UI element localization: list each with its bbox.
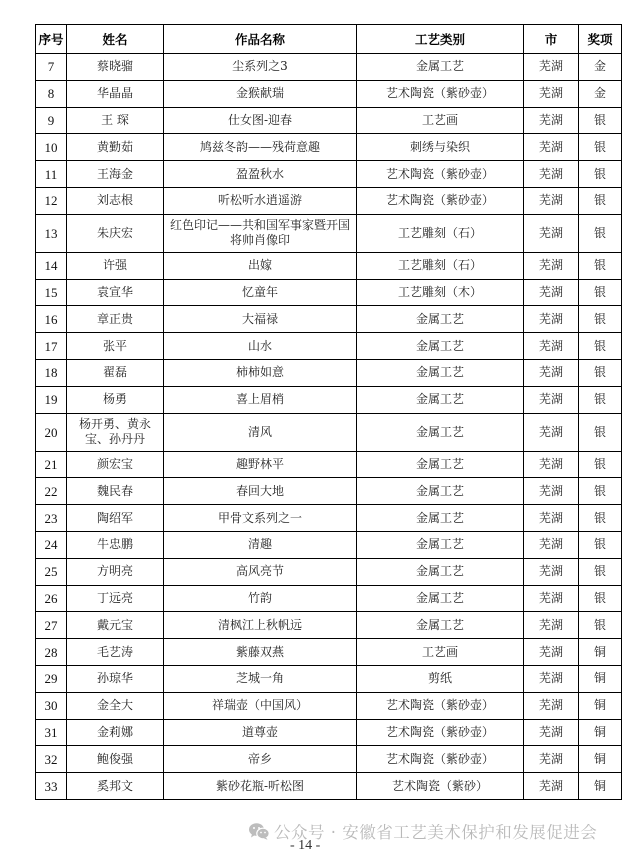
cell-award: 银 bbox=[579, 612, 622, 639]
table-row bbox=[36, 478, 622, 505]
table-row bbox=[36, 719, 622, 746]
cell-city: 芜湖 bbox=[524, 451, 579, 478]
cell-category: 刺绣与染织 bbox=[357, 134, 524, 161]
cell-work: 趣野林平 bbox=[164, 451, 357, 478]
cell-category: 金属工艺 bbox=[357, 306, 524, 333]
cell-work: 山水 bbox=[164, 333, 357, 360]
cell-name: 王海金 bbox=[67, 161, 164, 188]
header-city: 市 bbox=[524, 25, 579, 54]
cell-category: 艺术陶瓷（紫砂壶） bbox=[357, 161, 524, 188]
cell-name: 陶绍军 bbox=[67, 505, 164, 532]
cell-no: 20 bbox=[36, 413, 67, 451]
cell-name: 黄勤茹 bbox=[67, 134, 164, 161]
cell-name: 华晶晶 bbox=[67, 80, 164, 107]
cell-no: 24 bbox=[36, 531, 67, 558]
cell-city: 芜湖 bbox=[524, 585, 579, 612]
table-row bbox=[36, 531, 622, 558]
cell-category: 工艺雕刻（石） bbox=[357, 252, 524, 279]
cell-category: 艺术陶瓷（紫砂壶） bbox=[357, 746, 524, 773]
cell-category: 金属工艺 bbox=[357, 451, 524, 478]
cell-name: 孙琼华 bbox=[67, 665, 164, 692]
cell-category: 剪纸 bbox=[357, 665, 524, 692]
cell-no: 32 bbox=[36, 746, 67, 773]
cell-category: 金属工艺 bbox=[357, 505, 524, 532]
table-row bbox=[36, 279, 622, 306]
cell-no: 14 bbox=[36, 252, 67, 279]
cell-work: 金猴献瑞 bbox=[164, 80, 357, 107]
cell-name: 蔡晓骝 bbox=[67, 54, 164, 81]
table-row bbox=[36, 107, 622, 134]
cell-name: 奚邦文 bbox=[67, 773, 164, 800]
table-row bbox=[36, 451, 622, 478]
cell-no: 12 bbox=[36, 187, 67, 214]
cell-city: 芜湖 bbox=[524, 478, 579, 505]
cell-work: 清枫江上秋帆远 bbox=[164, 612, 357, 639]
cell-no: 28 bbox=[36, 639, 67, 666]
cell-award: 银 bbox=[579, 558, 622, 585]
cell-award: 银 bbox=[579, 386, 622, 413]
table-row bbox=[36, 214, 622, 252]
table-row bbox=[36, 413, 622, 451]
table-row bbox=[36, 773, 622, 800]
cell-work: 紫藤双燕 bbox=[164, 639, 357, 666]
cell-name: 许强 bbox=[67, 252, 164, 279]
wechat-icon bbox=[248, 822, 270, 840]
cell-category: 艺术陶瓷（紫砂） bbox=[357, 773, 524, 800]
header-work: 作品名称 bbox=[164, 25, 357, 54]
table-row bbox=[36, 161, 622, 188]
cell-award: 银 bbox=[579, 359, 622, 386]
cell-city: 芜湖 bbox=[524, 719, 579, 746]
table-row bbox=[36, 505, 622, 532]
table-row bbox=[36, 585, 622, 612]
cell-no: 8 bbox=[36, 80, 67, 107]
cell-name: 牛忠鹏 bbox=[67, 531, 164, 558]
cell-city: 芜湖 bbox=[524, 134, 579, 161]
cell-category: 工艺雕刻（石） bbox=[357, 214, 524, 252]
cell-award: 银 bbox=[579, 134, 622, 161]
cell-name: 戴元宝 bbox=[67, 612, 164, 639]
table-row bbox=[36, 333, 622, 360]
table-row bbox=[36, 359, 622, 386]
cell-work: 大福禄 bbox=[164, 306, 357, 333]
cell-city: 芜湖 bbox=[524, 306, 579, 333]
cell-city: 芜湖 bbox=[524, 54, 579, 81]
cell-work: 红色印记——共和国军事家暨开国将帅肖像印 bbox=[164, 214, 357, 252]
cell-city: 芜湖 bbox=[524, 279, 579, 306]
cell-category: 工艺画 bbox=[357, 107, 524, 134]
cell-city: 芜湖 bbox=[524, 773, 579, 800]
table-row bbox=[36, 134, 622, 161]
cell-award: 铜 bbox=[579, 746, 622, 773]
cell-work: 出嫁 bbox=[164, 252, 357, 279]
cell-award: 银 bbox=[579, 585, 622, 612]
cell-city: 芜湖 bbox=[524, 252, 579, 279]
cell-city: 芜湖 bbox=[524, 214, 579, 252]
cell-city: 芜湖 bbox=[524, 531, 579, 558]
cell-category: 金属工艺 bbox=[357, 585, 524, 612]
table-row bbox=[36, 80, 622, 107]
cell-no: 9 bbox=[36, 107, 67, 134]
cell-work: 听松听水逍遥游 bbox=[164, 187, 357, 214]
table-row bbox=[36, 54, 622, 81]
cell-name: 张平 bbox=[67, 333, 164, 360]
cell-category: 金属工艺 bbox=[357, 531, 524, 558]
cell-category: 金属工艺 bbox=[357, 413, 524, 451]
cell-award: 银 bbox=[579, 333, 622, 360]
table-header-row bbox=[36, 25, 622, 54]
cell-category: 艺术陶瓷（紫砂壶） bbox=[357, 80, 524, 107]
cell-category: 金属工艺 bbox=[357, 359, 524, 386]
cell-no: 26 bbox=[36, 585, 67, 612]
cell-name: 金莉娜 bbox=[67, 719, 164, 746]
cell-award: 银 bbox=[579, 279, 622, 306]
cell-city: 芜湖 bbox=[524, 505, 579, 532]
cell-no: 16 bbox=[36, 306, 67, 333]
cell-city: 芜湖 bbox=[524, 80, 579, 107]
cell-award: 银 bbox=[579, 161, 622, 188]
cell-award: 银 bbox=[579, 187, 622, 214]
cell-award: 银 bbox=[579, 107, 622, 134]
cell-award: 银 bbox=[579, 252, 622, 279]
cell-city: 芜湖 bbox=[524, 746, 579, 773]
cell-category: 金属工艺 bbox=[357, 478, 524, 505]
watermark-text: 公众号 · 安徽省工艺美术保护和发展促进会 bbox=[274, 823, 598, 842]
cell-award: 铜 bbox=[579, 639, 622, 666]
cell-no: 13 bbox=[36, 214, 67, 252]
page-number: - 14 - bbox=[290, 838, 321, 853]
cell-no: 18 bbox=[36, 359, 67, 386]
cell-no: 23 bbox=[36, 505, 67, 532]
table-row bbox=[36, 639, 622, 666]
cell-award: 铜 bbox=[579, 773, 622, 800]
cell-name: 王 琛 bbox=[67, 107, 164, 134]
cell-category: 艺术陶瓷（紫砂壶） bbox=[357, 692, 524, 719]
cell-award: 银 bbox=[579, 505, 622, 532]
cell-award: 银 bbox=[579, 214, 622, 252]
cell-work: 高风亮节 bbox=[164, 558, 357, 585]
awards-table bbox=[35, 24, 622, 800]
cell-award: 银 bbox=[579, 531, 622, 558]
cell-work: 甲骨文系列之一 bbox=[164, 505, 357, 532]
cell-city: 芜湖 bbox=[524, 413, 579, 451]
cell-city: 芜湖 bbox=[524, 612, 579, 639]
cell-no: 25 bbox=[36, 558, 67, 585]
cell-award: 银 bbox=[579, 451, 622, 478]
cell-name: 袁宣华 bbox=[67, 279, 164, 306]
cell-award: 金 bbox=[579, 54, 622, 81]
cell-work: 紫砂花瓶-听松图 bbox=[164, 773, 357, 800]
header-no: 序号 bbox=[36, 25, 67, 54]
cell-category: 艺术陶瓷（紫砂壶） bbox=[357, 719, 524, 746]
cell-city: 芜湖 bbox=[524, 386, 579, 413]
table-row bbox=[36, 558, 622, 585]
cell-work: 喜上眉梢 bbox=[164, 386, 357, 413]
cell-no: 17 bbox=[36, 333, 67, 360]
cell-name: 魏民春 bbox=[67, 478, 164, 505]
cell-city: 芜湖 bbox=[524, 665, 579, 692]
cell-name: 翟磊 bbox=[67, 359, 164, 386]
cell-work: 祥瑞壶（中国风） bbox=[164, 692, 357, 719]
cell-award: 铜 bbox=[579, 719, 622, 746]
cell-no: 10 bbox=[36, 134, 67, 161]
cell-city: 芜湖 bbox=[524, 359, 579, 386]
cell-category: 金属工艺 bbox=[357, 333, 524, 360]
table-row bbox=[36, 612, 622, 639]
header-name: 姓名 bbox=[67, 25, 164, 54]
cell-name: 刘志根 bbox=[67, 187, 164, 214]
cell-work: 帝乡 bbox=[164, 746, 357, 773]
cell-award: 银 bbox=[579, 413, 622, 451]
cell-work: 清风 bbox=[164, 413, 357, 451]
cell-name: 杨勇 bbox=[67, 386, 164, 413]
table-row bbox=[36, 386, 622, 413]
cell-no: 27 bbox=[36, 612, 67, 639]
cell-no: 21 bbox=[36, 451, 67, 478]
cell-category: 金属工艺 bbox=[357, 54, 524, 81]
cell-no: 19 bbox=[36, 386, 67, 413]
cell-no: 22 bbox=[36, 478, 67, 505]
cell-name: 颜宏宝 bbox=[67, 451, 164, 478]
cell-category: 金属工艺 bbox=[357, 558, 524, 585]
cell-name: 丁远亮 bbox=[67, 585, 164, 612]
table-row bbox=[36, 306, 622, 333]
cell-award: 铜 bbox=[579, 692, 622, 719]
cell-award: 银 bbox=[579, 306, 622, 333]
cell-work: 柿柿如意 bbox=[164, 359, 357, 386]
cell-name: 金全大 bbox=[67, 692, 164, 719]
cell-name: 毛艺涛 bbox=[67, 639, 164, 666]
cell-work: 盈盈秋水 bbox=[164, 161, 357, 188]
cell-city: 芜湖 bbox=[524, 692, 579, 719]
table-row bbox=[36, 746, 622, 773]
cell-no: 31 bbox=[36, 719, 67, 746]
table-body bbox=[36, 54, 622, 800]
cell-city: 芜湖 bbox=[524, 161, 579, 188]
cell-work: 忆童年 bbox=[164, 279, 357, 306]
cell-city: 芜湖 bbox=[524, 107, 579, 134]
cell-category: 工艺画 bbox=[357, 639, 524, 666]
header-category: 工艺类别 bbox=[357, 25, 524, 54]
cell-no: 30 bbox=[36, 692, 67, 719]
header-award: 奖项 bbox=[579, 25, 622, 54]
cell-category: 金属工艺 bbox=[357, 612, 524, 639]
table-row bbox=[36, 665, 622, 692]
cell-city: 芜湖 bbox=[524, 333, 579, 360]
cell-category: 金属工艺 bbox=[357, 386, 524, 413]
cell-award: 金 bbox=[579, 80, 622, 107]
cell-name: 鲍俊强 bbox=[67, 746, 164, 773]
table-row bbox=[36, 187, 622, 214]
cell-no: 11 bbox=[36, 161, 67, 188]
cell-work: 春回大地 bbox=[164, 478, 357, 505]
cell-work: 尘系列之3 bbox=[164, 54, 357, 81]
cell-no: 29 bbox=[36, 665, 67, 692]
cell-work: 竹韵 bbox=[164, 585, 357, 612]
cell-work: 清趣 bbox=[164, 531, 357, 558]
cell-no: 15 bbox=[36, 279, 67, 306]
cell-name: 章正贵 bbox=[67, 306, 164, 333]
cell-city: 芜湖 bbox=[524, 639, 579, 666]
table-row bbox=[36, 252, 622, 279]
cell-no: 7 bbox=[36, 54, 67, 81]
cell-award: 银 bbox=[579, 478, 622, 505]
cell-work: 鸠兹冬韵——残荷意趣 bbox=[164, 134, 357, 161]
cell-work: 道尊壶 bbox=[164, 719, 357, 746]
cell-name: 方明亮 bbox=[67, 558, 164, 585]
cell-city: 芜湖 bbox=[524, 558, 579, 585]
cell-category: 工艺雕刻（木） bbox=[357, 279, 524, 306]
cell-name: 杨开勇、黄永宝、孙丹丹 bbox=[67, 413, 164, 451]
cell-city: 芜湖 bbox=[524, 187, 579, 214]
cell-name: 朱庆宏 bbox=[67, 214, 164, 252]
cell-work: 芝城一角 bbox=[164, 665, 357, 692]
cell-no: 33 bbox=[36, 773, 67, 800]
cell-award: 铜 bbox=[579, 665, 622, 692]
table-row bbox=[36, 692, 622, 719]
cell-work: 仕女图-迎春 bbox=[164, 107, 357, 134]
cell-category: 艺术陶瓷（紫砂壶） bbox=[357, 187, 524, 214]
